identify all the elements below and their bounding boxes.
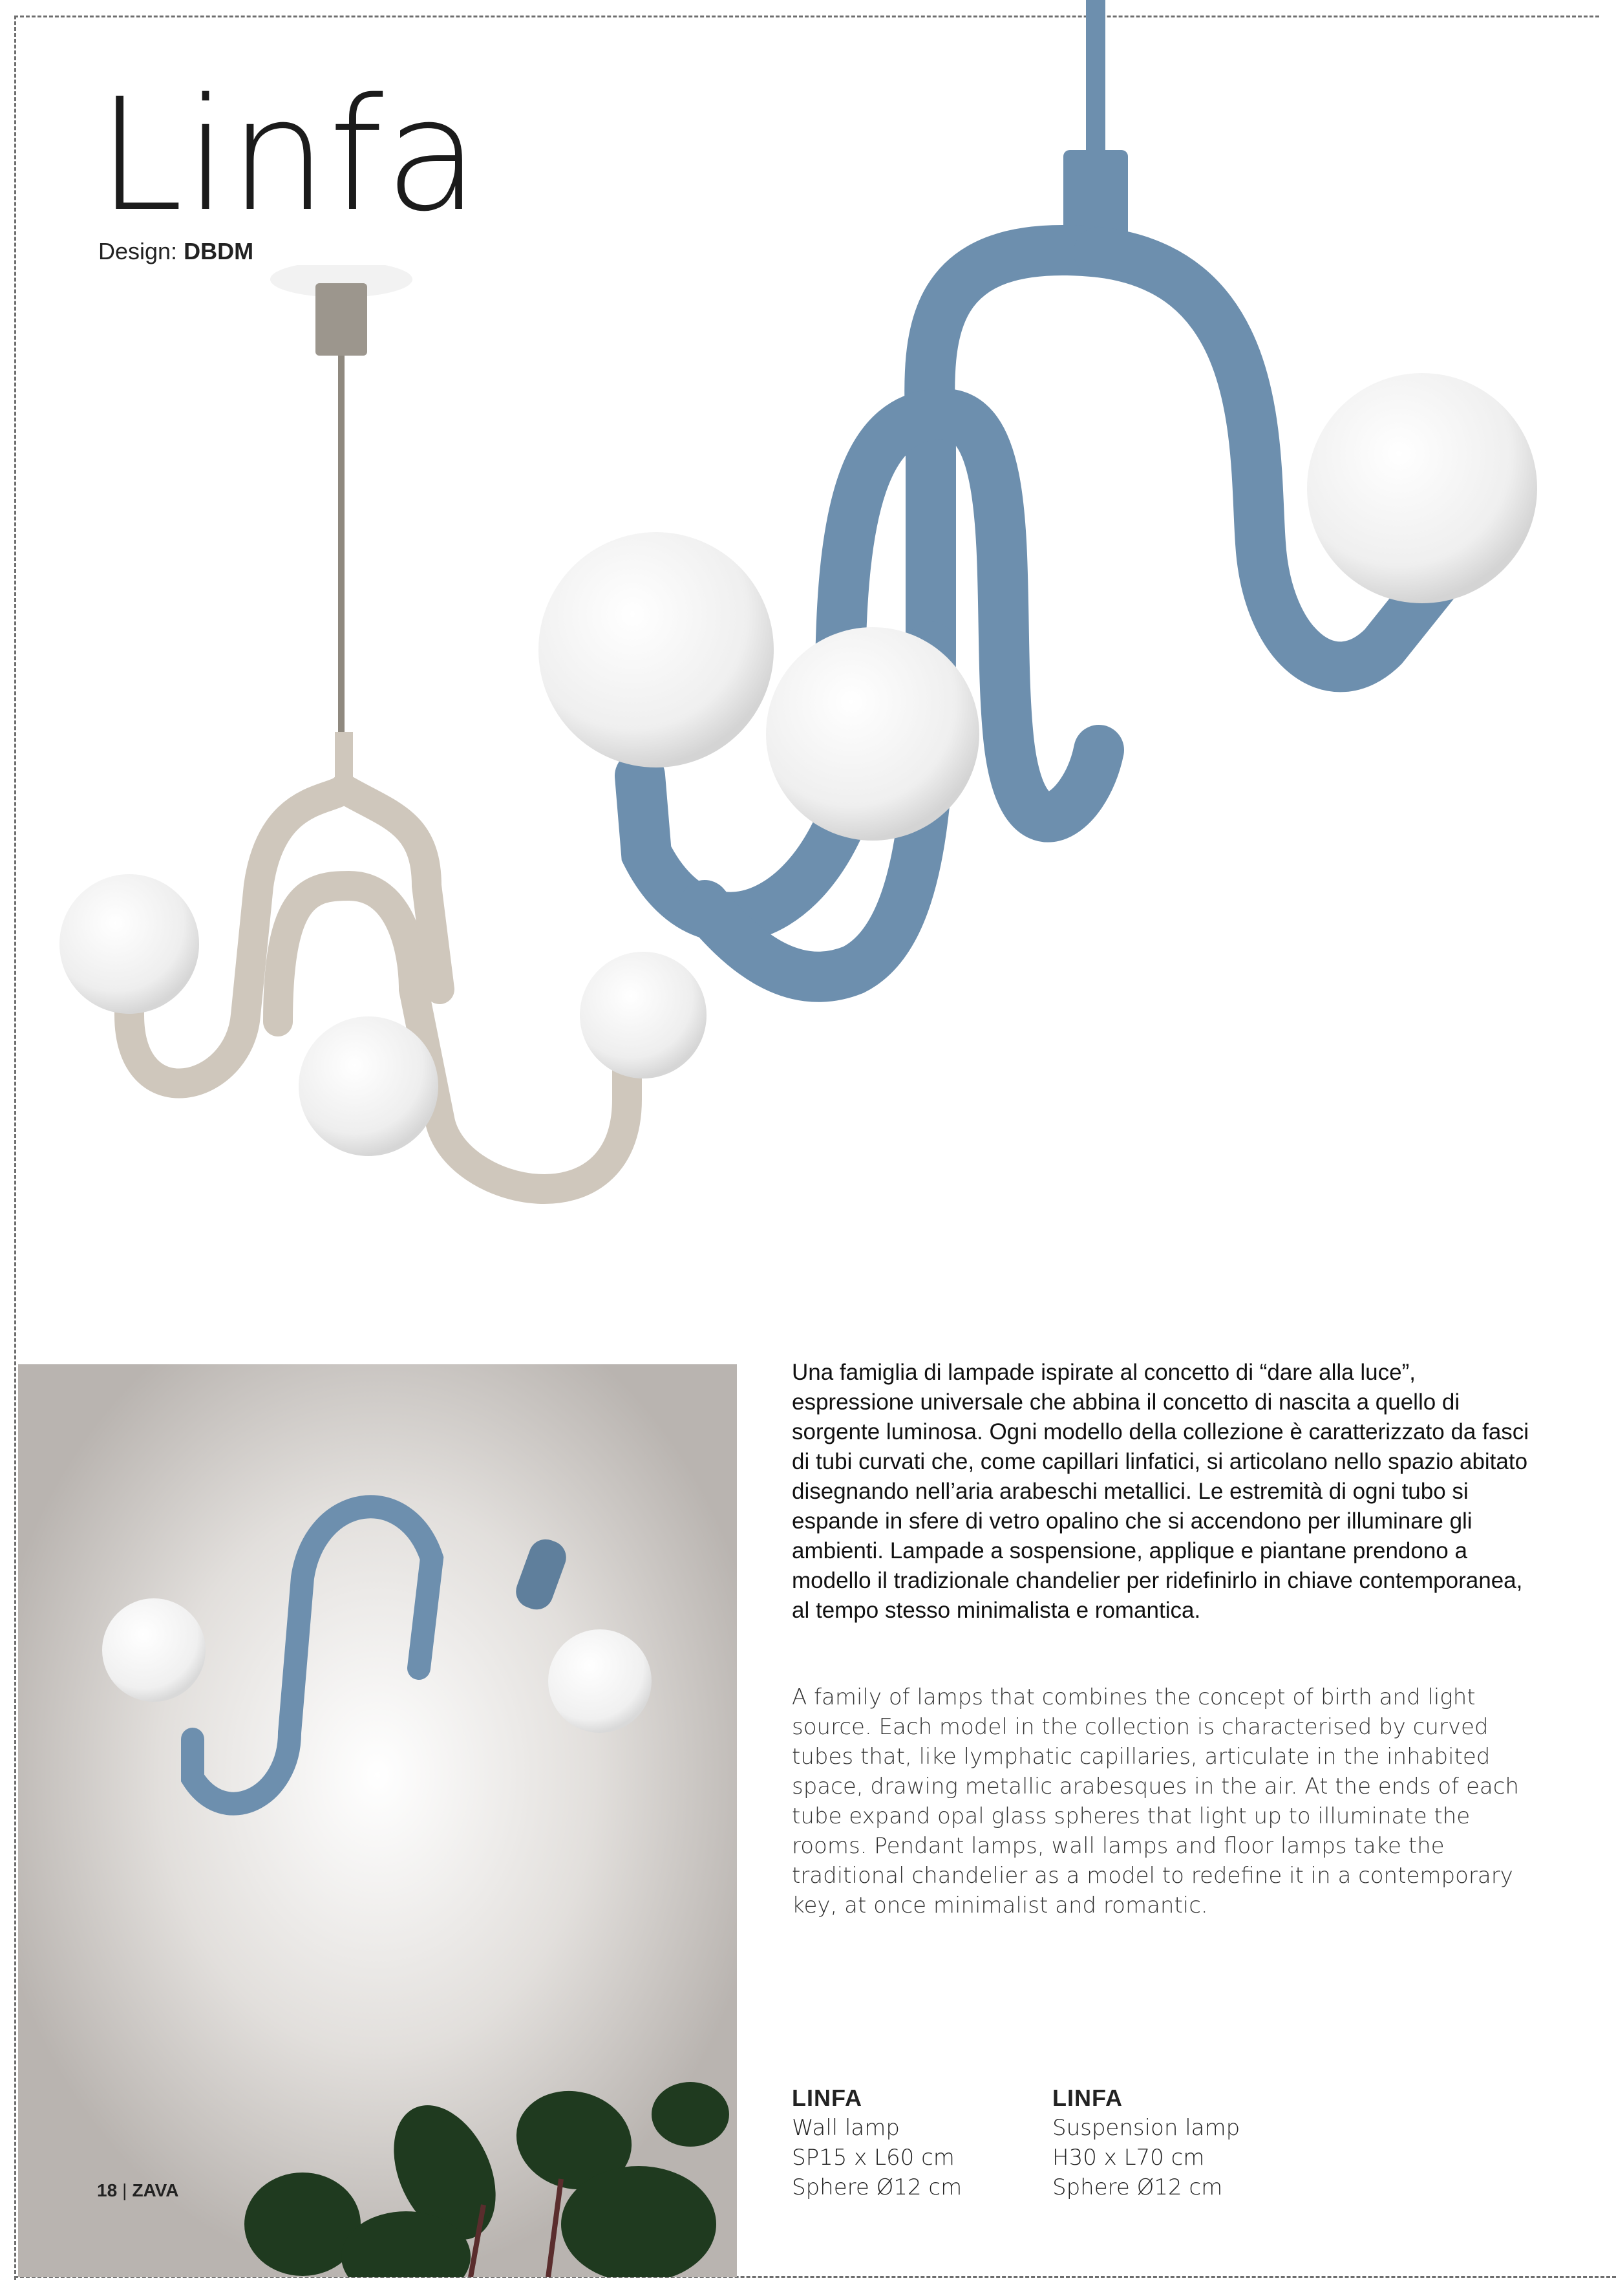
wall-lamp-photo [18,1364,737,2277]
spec-wall-lamp [792,2083,962,2202]
designer-name: DBDM [184,238,254,264]
page-number: 18 [97,2180,118,2200]
spec-sphere: Sphere Ø12 cm [792,2174,962,2200]
designer-credit [98,238,253,265]
footer-separator: | [122,2180,127,2200]
spec-size: SP15 x L60 cm [792,2145,955,2171]
spec-type: Suspension lamp [1052,2115,1240,2141]
spec-size: H30 x L70 cm [1052,2145,1205,2171]
spec-name: LINFA [1052,2085,1123,2111]
spec-suspension-lamp [1052,2083,1240,2202]
page-footer [97,2180,179,2201]
spec-name: LINFA [792,2085,862,2111]
brand-name: ZAVA [132,2180,179,2200]
spec-sphere: Sphere Ø12 cm [1052,2174,1223,2200]
description-italian: Una famiglia di lampade ispirate al concetto di “dare alla luce”, espressione universale che abbina il concetto di nascita a quello di sorgente luminosa. Ogni modello della collezione è caratterizzato da fasci di tubi curvati che, come capillari linfatici, si articolano nello spazio abitato disegnando nell’aria arabeschi metallici. Le estremità di ogni tubo si espande in sfere di vetro opalino che si accendono per illuminare gli ambienti. Lampade a sospensione, applique e piantane prendono a modello il tradizionale chandelier per ridefinirlo in chiave contemporanea, al tempo stesso minimalista e romantica. [792,1360,1529,1623]
page-title: Linfa [97,65,482,246]
designer-label: Design: [98,238,178,264]
spec-type: Wall lamp [792,2115,900,2141]
description-english: A family of lamps that combines the concept of birth and light source. Each model in the collection is characterised by curved tubes that, like lymphatic capillaries, articulate in the inhabited space, drawing metallic arabesques in the air. At the ends of each tube expand opal glass spheres that light up to illuminate the rooms. Pendant lamps, wall lamps and floor lamps take the traditional chandelier as a model to redefine it in a contemporary key, at once minimalist and romantic. [792,1684,1519,1918]
blue-suspension-lamp-image [517,0,1551,1035]
